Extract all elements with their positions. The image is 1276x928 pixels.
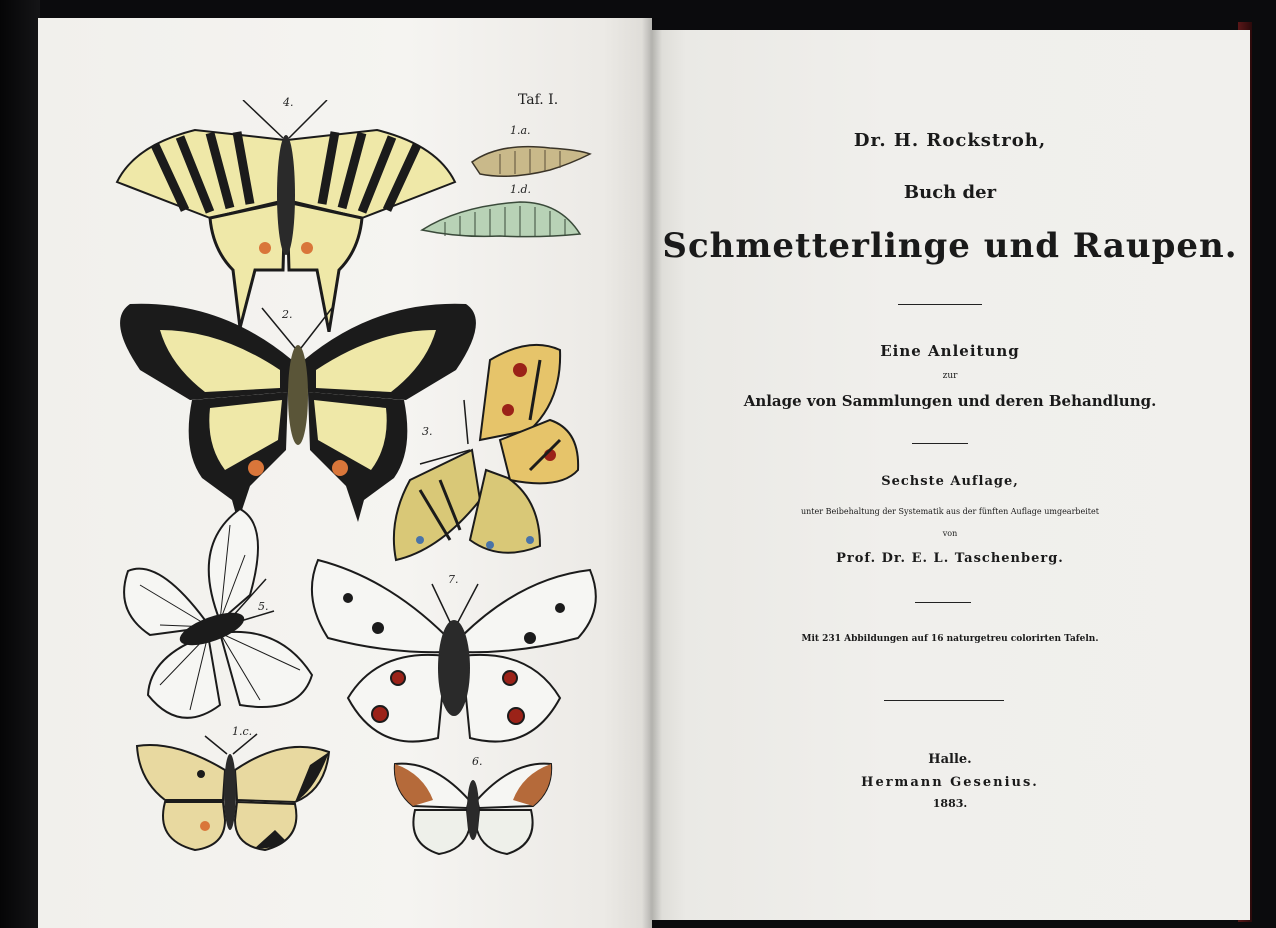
figure-label: 2.: [282, 308, 293, 321]
book-of-label: Buch der: [903, 182, 997, 203]
figure-label: 4.: [283, 96, 294, 109]
apollo-butterfly-illustration: [308, 558, 602, 754]
subtitle-line-1: Eine Anleitung: [880, 342, 1020, 360]
caterpillar-illustration: [420, 198, 582, 242]
figure-label: 5.: [258, 600, 269, 613]
divider: [912, 443, 968, 444]
divider: [915, 602, 971, 603]
subtitle-connector: zur: [942, 371, 958, 381]
figure-label: 7.: [448, 573, 459, 586]
subtitle-line-2: Anlage von Sammlungen und deren Behandlung.: [743, 392, 1157, 410]
illustrations-note: Mit 231 Abbildungen auf 16 naturgetreu colorirten Tafeln.: [801, 634, 1099, 644]
background-shadow: [0, 0, 40, 928]
edition-note: unter Beibehaltung der Systematik aus der fünften Auflage umgearbeitet: [801, 507, 1099, 516]
publisher-name: Hermann Gesenius.: [861, 775, 1039, 790]
clouded-yellow-butterfly-illustration: [135, 730, 331, 854]
figure-label: 1.d.: [510, 183, 532, 196]
chrysalis-illustration: [470, 140, 592, 180]
book-title: Schmetterlinge und Raupen.: [662, 226, 1238, 266]
publisher-city: Halle.: [928, 752, 972, 767]
figure-label: 3.: [422, 425, 433, 438]
figure-label: 1.c.: [232, 725, 253, 738]
swallowtail-butterfly-illustration: [115, 100, 457, 332]
author-name: Dr. H. Rockstroh,: [853, 130, 1047, 151]
ornamental-divider: [884, 700, 1004, 701]
edition-label: Sechste Auflage,: [881, 474, 1019, 489]
divider: [898, 304, 982, 305]
von-label: von: [942, 529, 958, 538]
black-veined-white-butterfly-illustration: [120, 505, 316, 729]
plate-label: Taf. I.: [518, 92, 559, 108]
festoon-butterfly-illustration: [390, 340, 582, 562]
figure-label: 6.: [472, 755, 483, 768]
orange-tip-butterfly-illustration: [393, 760, 553, 856]
book-gutter: [642, 18, 662, 928]
figure-label: 1.a.: [510, 124, 531, 137]
publication-year: 1883.: [932, 797, 968, 810]
editor-name: Prof. Dr. E. L. Taschenberg.: [836, 551, 1064, 566]
